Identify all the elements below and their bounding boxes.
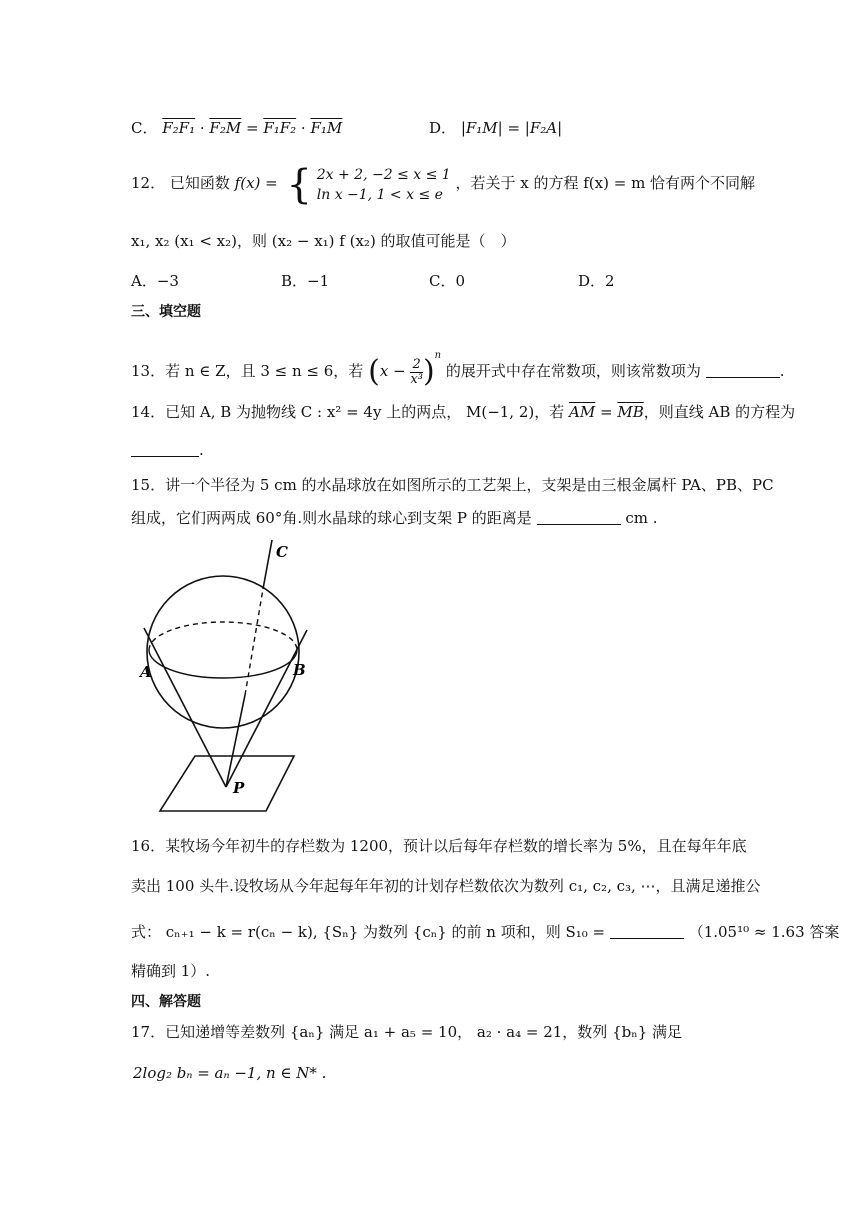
q12-line2	[131, 231, 516, 251]
q16-text-3: 式： cₙ₊₁ − k = r(cₙ − k), {Sₙ} 为数列 {cₙ} 的前 n 项和，则 S₁₀ =	[131, 923, 606, 941]
q15-unit: cm .	[625, 509, 658, 527]
q11-option-d	[429, 118, 562, 138]
q16-line4	[131, 961, 210, 981]
q13-post: 的展开式中存在常数项，则该常数项为	[445, 362, 701, 380]
q13-exponent: n	[434, 350, 442, 361]
q16-text-4: 精确到 1）.	[131, 962, 211, 980]
q14-line1-end: ，则直线 AB 的方程为	[643, 403, 796, 421]
q16-text-2: 卖出 100 头牛.设牧场从今年起每年年初的计划存栏数依次为数列 c₁, c₂, c₃, ⋯，且满足递推公	[131, 877, 761, 895]
q13-answer-blank[interactable]	[706, 363, 780, 378]
q11-option-c: C． F₂F₁ · F₂M = F₁F₂ · F₁M	[131, 119, 343, 137]
rod-pb	[226, 630, 307, 787]
q12-intro: 已知函数	[169, 174, 230, 192]
q13-frac-num: 2	[410, 358, 423, 373]
label-a: A	[140, 663, 152, 681]
vector-f2f1: F₂F₁	[162, 119, 196, 137]
section-title-solutions: 四、解答题	[131, 994, 201, 1010]
q16-text-1: 16．某牧场今年初牛的存栏数为 1200，预计以后每年存栏数的增长率为 5%，且在每年年底	[131, 837, 747, 855]
option-d-expr: |F₁M| = |F₂A|	[460, 119, 563, 137]
q13-x: x −	[379, 362, 406, 380]
q14-end: .	[199, 441, 204, 459]
q12-line1	[131, 160, 755, 207]
brace-icon: {	[286, 162, 312, 208]
q17-text-1: 17．已知递增等差数列 {aₙ} 满足 a₁ + a₅ = 10， a₂ · a₄ = 21，数列 {bₙ} 满足	[131, 1023, 683, 1041]
rod-pa	[144, 628, 226, 787]
vector-f1m: F₁M	[310, 119, 343, 137]
q13-pre: 13．若 n ∈ Z，且 3 ≤ n ≤ 6，若	[131, 362, 364, 380]
q16-line3	[131, 922, 839, 942]
q15-line2	[131, 508, 658, 528]
label-b: B	[293, 661, 306, 679]
q14-line2	[131, 440, 204, 460]
q12-option-b: B．−1	[281, 272, 330, 290]
vector-mb: $\overline{MB}$	[617, 403, 644, 421]
q13-end: .	[779, 362, 785, 380]
rod-pc-lower	[226, 695, 245, 787]
q14-line1	[131, 402, 795, 422]
vector-f1f2: F₁F₂	[263, 119, 297, 137]
q15-line1	[131, 475, 774, 495]
q17-line1	[131, 1022, 682, 1042]
rod-pc-hidden	[245, 589, 263, 695]
option-c-label: C．	[131, 119, 158, 137]
piecewise-case-2: ln x −1, 1 < x ≤ e	[316, 187, 443, 203]
q12-option-d: D．2	[578, 272, 615, 290]
q15-text-2: 组成，它们两两成 60°角.则水晶球的球心到支架 P 的距离是	[131, 509, 532, 527]
q17-text-2: 2log₂ bₙ = aₙ −1, n ∈ N* .	[133, 1064, 327, 1082]
option-d-label: D．	[429, 119, 457, 137]
q16-text-3b: （1.05¹⁰ ≈ 1.63 答案	[688, 923, 840, 941]
q16-line2	[131, 876, 761, 896]
q16-answer-blank[interactable]	[610, 924, 684, 939]
q12-line2-text: x₁, x₂ (x₁ < x₂)，则 (x₂ − x₁) f (x₂) 的取值可能是（ ）	[131, 232, 516, 250]
q14-eq: =	[600, 403, 613, 421]
q14-answer-blank[interactable]	[131, 442, 199, 457]
label-p: P	[233, 779, 245, 797]
q12-number: 12．	[131, 174, 166, 192]
q15-text-1: 15．讲一个半径为 5 cm 的水晶球放在如图所示的工艺架上，支架是由三根金属杆 PA、PB、PC	[131, 476, 774, 494]
piecewise-case-1: 2x + 2, −2 ≤ x ≤ 1	[316, 167, 451, 183]
q16-line1	[131, 836, 747, 856]
label-c: C	[276, 543, 288, 561]
q14-text: 14．已知 A, B 为抛物线 C : x² = 4y 上的两点， M(−1, 2)，若	[131, 403, 565, 421]
sphere-outline	[147, 576, 299, 728]
q15-answer-blank[interactable]	[537, 510, 621, 525]
equator-front	[149, 650, 297, 678]
crystal-ball-stand-figure	[130, 535, 320, 820]
q13-fraction	[410, 358, 423, 387]
equator-back	[149, 622, 297, 650]
section-title-fill-in: 三、填空题	[131, 304, 201, 320]
q12-option-c: C．0	[429, 272, 466, 290]
q12-fx: f(x) =	[234, 174, 278, 192]
q13: 13．若 n ∈ Z，且 3 ≤ n ≤ 6，若 (x − $\frac{2}{\text{x³}}$ )$^n$ 的展开式中存在常数项，则该常数项为 .	[131, 350, 785, 389]
piecewise-function	[287, 161, 451, 207]
vector-am: $\overline{AM}$	[569, 403, 596, 421]
q17-line2	[133, 1063, 326, 1083]
q13-frac-den: x³	[410, 371, 423, 387]
vector-f2m: F₂M	[209, 119, 242, 137]
rod-pc-upper	[263, 540, 272, 589]
q12-after: ，若关于 x 的方程 f(x) = m 恰有两个不同解	[455, 174, 756, 192]
q12-option-a: A．−3	[131, 272, 179, 290]
